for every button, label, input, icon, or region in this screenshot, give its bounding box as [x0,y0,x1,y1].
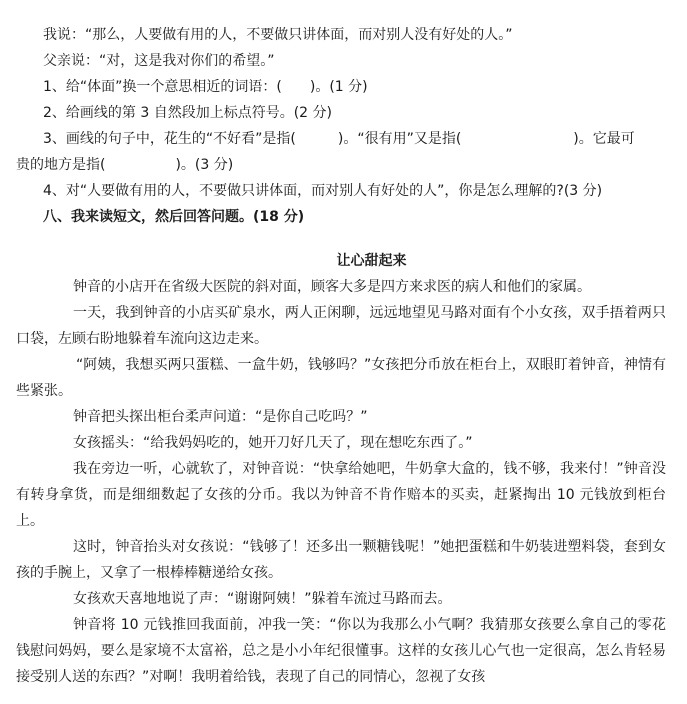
question-2: 2、给画线的第 3 自然段加上标点符号。(2 分) [43,105,332,121]
questions-section [16,22,676,230]
question-3-line-1: 3、画线的句子中，花生的“不好看”是指( )。“很有用”又是指( )。它最可 [43,131,635,147]
story-paragraph-7: 这时，钟音抬头对女孩说：“钱够了！还多出一颗糖钱呢！”她把蛋糕和牛奶装进塑料袋，套到女孩的手腕上，又拿了一根棒棒糖递给女孩。 [16,539,666,581]
story-paragraph-6: 我在旁边一听，心就软了，对钟音说：“快拿给她吧，牛奶拿大盒的，钱不够，我来付！”钟音没有转身拿货，而是细细数起了女孩的分币。我以为钟音不肯作赔本的买卖，赶紧掏出 10 元钱放到柜台上。 [16,461,666,529]
story-paragraph-9: 钟音将 10 元钱推回我面前，冲我一笑：“你以为我那么小气啊？我猜那女孩要么拿自己的零花钱慰问妈妈，要么是家境不太富裕，总之是小小年纪很懂事。这样的女孩儿心气也一定很高，怎么肯轻易接受别人送的东西？”对啊！我明着给钱，表现了自己的同情心，忽视了女孩 [16,617,666,685]
dialogue-line-wo: 我说：“那么，人要做有用的人，不要做只讲体面，而对别人没有好处的人。” [43,27,513,43]
story-paragraph-3: “阿姨，我想买两只蛋糕、一盒牛奶，钱够吗？”女孩把分币放在柜台上，双眼盯着钟音，神情有些紧张。 [16,357,666,399]
story-paragraph-8: 女孩欢天喜地地说了声：“谢谢阿姨！”躲着车流过马路而去。 [73,591,452,607]
section-heading: 八、我来读短文，然后回答问题。(18 分) [43,209,305,225]
story-title: 让心甜起来 [336,253,407,269]
question-3-line-2: 贵的地方是指( )。(3 分) [16,157,234,173]
story-paragraph-4: 钟音把头探出柜台柔声问道：“是你自己吃吗？” [73,409,368,425]
story-paragraph-1: 钟音的小店开在省级大医院的斜对面，顾客大多是四方来求医的病人和他们的家属。 [73,279,591,295]
question-1: 1、给“体面”换一个意思相近的词语：( )。(1 分) [43,79,368,95]
question-4: 4、对“人要做有用的人，不要做只讲体面，而对别人有好处的人”，你是怎么理解的?(3 分) [43,183,603,199]
dialogue-line-father: 父亲说：“对，这是我对你们的希望。” [43,53,275,69]
story-paragraph-2: 一天，我到钟音的小店买矿泉水，两人正闲聊，远远地望见马路对面有个小女孩，双手捂着两只口袋，左顾右盼地躲着车流向这边走来。 [16,305,666,347]
story-paragraph-5: 女孩摇头：“给我妈妈吃的，她开刀好几天了，现在想吃东西了。” [73,435,473,451]
story-body [16,274,666,690]
